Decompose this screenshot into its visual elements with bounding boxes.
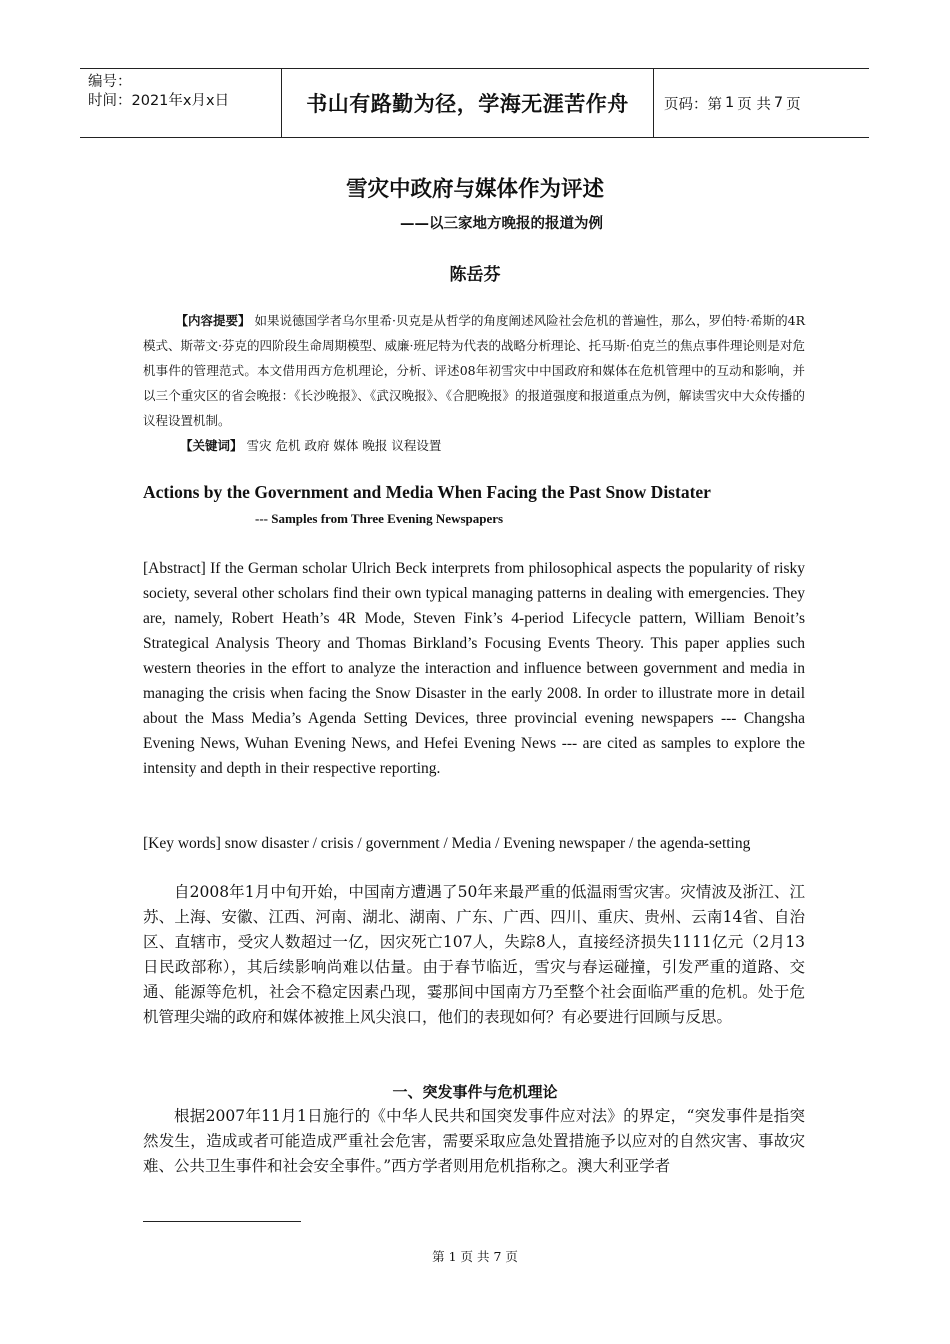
document-number-label: 编号： xyxy=(88,74,132,90)
footnote-divider xyxy=(143,1221,301,1222)
chinese-abstract xyxy=(143,308,805,433)
header-motto: 书山有路勤为径，学海无涯苦作舟 xyxy=(282,69,654,137)
header-page-info xyxy=(654,69,869,137)
english-keywords: [Key words] snow disaster / crisis / government / Media / Evening newspaper / the agenda-setting xyxy=(143,835,751,852)
page-label-suffix: 页 xyxy=(786,96,801,113)
body-paragraph-2: 根据2007年11月1日施行的《中华人民共和国突发事件应对法》的界定，“突发事件是指突然发生，造成或者可能造成严重社会危害，需要采取应急处置措施予以应对的自然灾害、事故灾难、公共卫生事件和社会安全事件。”西方学者则用危机指称之。澳大利亚学者 xyxy=(143,1107,805,1175)
article-author: 陈岳芬 xyxy=(449,265,501,285)
chinese-keywords-text: 雪灾 危机 政府 媒体 晚报 议程设置 xyxy=(246,438,442,453)
page-current: 1 xyxy=(725,95,735,111)
chinese-keywords xyxy=(180,433,441,458)
chinese-abstract-label: 【内容提要】 xyxy=(175,313,251,328)
english-abstract: [Abstract] If the German scholar Ulrich Beck interprets from philosophical aspects the popularity of risky society, several other scholars find their own typical managing patterns in dealing with emergencies. They are, namely, Robert Heath’s 4R Mode, Steven Fink’s 4-period Lifecycle pattern, William Benoit’s Strategical Analysis Theory and Thomas Birkland’s Focusing Events Theory. This paper applies such western theories in the effort to analyze the interaction and influence between government and media in managing the crisis when facing the Snow Disaster in the early 2008. In order to illustrate more in detail about the Mass Media’s Agenda Setting Devices, three provincial evening newspapers --- Changsha Evening News, Wuhan Evening News, and Hefei Evening News --- are cited as samples to explore the intensity and depth in their respective reporting. xyxy=(143,560,805,777)
header-meta xyxy=(80,69,282,137)
page-footer: 第 1 页 共 7 页 xyxy=(432,1249,518,1264)
chinese-keywords-label: 【关键词】 xyxy=(180,438,243,453)
document-date-label: 时间：2021年x月x日 xyxy=(88,93,230,109)
page-header xyxy=(80,68,869,138)
english-title: Actions by the Government and Media When Facing the Past Snow Distater xyxy=(143,482,711,502)
page-total: 7 xyxy=(773,95,784,111)
english-subtitle: --- Samples from Three Evening Newspapers xyxy=(255,511,504,526)
page-label-mid: 页 共 xyxy=(737,96,771,113)
chinese-abstract-text: 如果说德国学者乌尔里希·贝克是从哲学的角度阐述风险社会危机的普遍性，那么，罗伯特·希斯的4R模式、斯蒂文·芬克的四阶段生命周期模型、威廉·班尼特为代表的战略分析理论、托马斯·伯克兰的焦点事件理论则是对危机事件的管理范式。本文借用西方危机理论，分析、评述08年初雪灾中中国政府和媒体在危机管理中的互动和影响，并以三个重灾区的省会晚报：《长沙晚报》、《武汉晚报》、《合肥晚报》的报道强度和报道重点为例，解读雪灾中大众传播的议程设置机制。 xyxy=(143,313,805,428)
article-title: 雪灾中政府与媒体作为评述 xyxy=(345,177,604,202)
article-subtitle: ——以三家地方晚报的报道为例 xyxy=(400,216,603,232)
body-paragraph-1: 自2008年1月中旬开始，中国南方遭遇了50年来最严重的低温雨雪灾害。灾情波及浙江、江苏、上海、安徽、江西、河南、湖北、湖南、广东、广西、四川、重庆、贵州、云南14省、自治区、直辖市，受灾人数超过一亿，因灾死亡107人，失踪8人，直接经济损失1111亿元（2月13日民政部称），其后续影响尚难以估量。由于春节临近，雪灾与春运碰撞，引发严重的道路、交通、能源等危机，社会不稳定因素凸现，霎那间中国南方乃至整个社会面临严重的危机。处于危机管理尖端的政府和媒体被推上风尖浪口，他们的表现如何？有必要进行回顾与反思。 xyxy=(143,883,805,1026)
page-label-prefix: 页码：第 xyxy=(664,96,722,113)
section-heading-1: 一、突发事件与危机理论 xyxy=(392,1083,558,1101)
